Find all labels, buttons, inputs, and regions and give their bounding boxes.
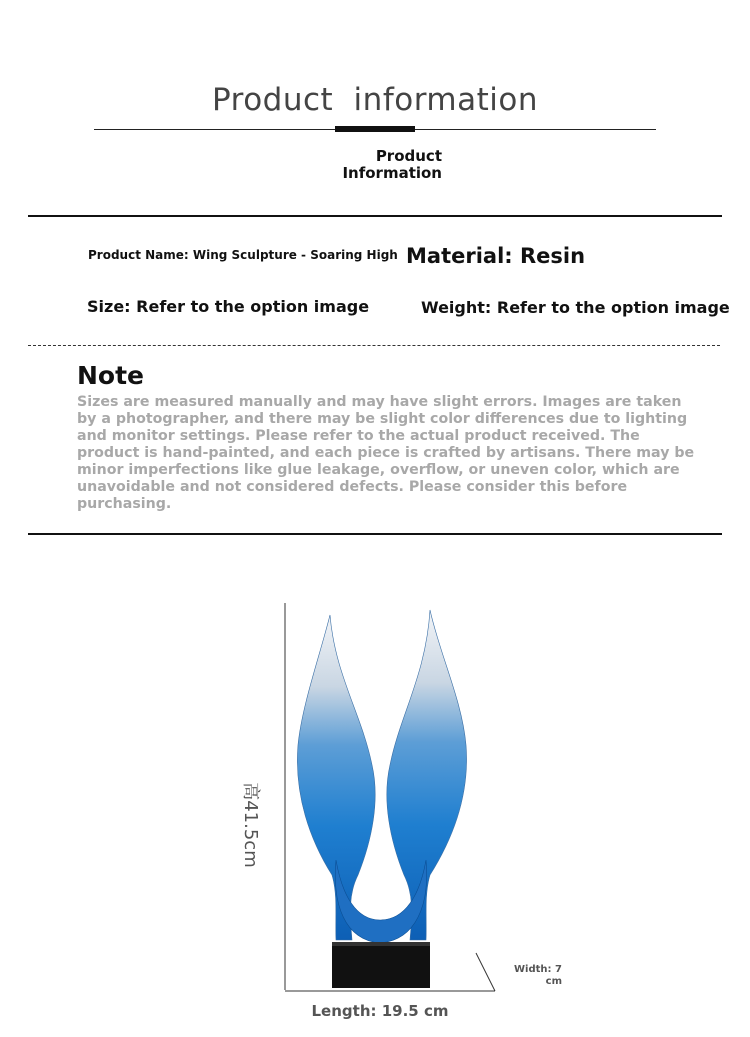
length-label: Length: 19.5 cm (311, 1002, 449, 1020)
product-figure (240, 595, 580, 1025)
note-heading: Note (77, 361, 145, 390)
product-material: Material: Resin (406, 244, 586, 268)
height-label: 高41.5cm (240, 782, 261, 868)
width-dimension-line (476, 953, 495, 991)
product-size: Size: Refer to the option image (87, 297, 370, 316)
divider-bottom (28, 533, 722, 535)
title-accent-bar (335, 126, 415, 132)
product-weight: Weight: Refer to the option image (421, 298, 730, 317)
product-name: Product Name: Wing Sculpture - Soaring High (88, 248, 398, 262)
divider-dotted (28, 345, 720, 346)
divider-top (28, 215, 722, 217)
right-wing (387, 610, 467, 940)
page-title: Product information (212, 82, 538, 118)
page-subtitle: Product Information (342, 147, 442, 182)
sculpture-base (332, 942, 430, 988)
note-text: Sizes are measured manually and may have slight errors. Images are taken by a photographer, and there may be slight color differences due to lighting and monitor settings. Please refer to the actual product received. The product is hand-painted, and each piece is crafted by artisans. There may be minor imperfections like glue leakage, overflow, or uneven color, which are unavoidable and not considered defects. Please consider this before purchasing. (77, 394, 695, 512)
width-label: Width: 7 cm (514, 964, 562, 987)
